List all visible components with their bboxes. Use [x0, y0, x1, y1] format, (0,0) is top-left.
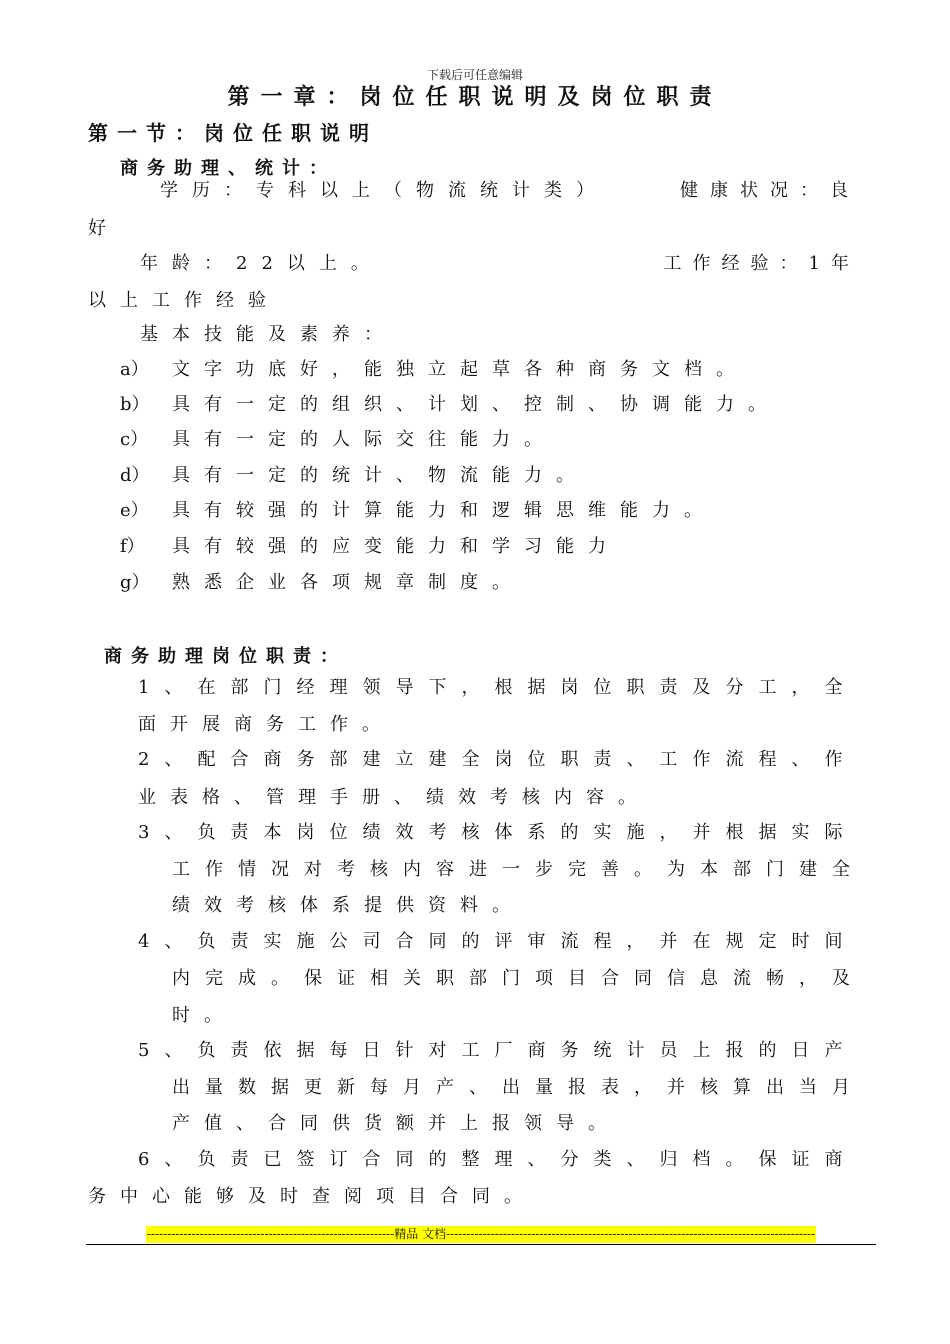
role-heading: 商务助理、统计： — [120, 158, 336, 179]
skill-marker: a） — [120, 359, 149, 380]
experience-label: 工作经验：1年 — [663, 253, 860, 274]
skills-heading: 基本技能及素养： — [140, 324, 396, 345]
duty-5-line-2: 出量数据更新每月产、出量报表，并核算出当月 — [172, 1077, 865, 1098]
health-continuation: 好 — [88, 218, 106, 239]
skill-marker: c） — [120, 429, 149, 450]
education-health-row — [160, 178, 860, 204]
footer-dashes-right: ------------------------------------------------------------------------------------------- — [446, 1227, 816, 1241]
education-label: 学历：专科以上（物流统计类） — [160, 180, 608, 201]
duty-1-line-2: 面开展商务工作。 — [138, 714, 394, 735]
duty-2-line-2: 业表格、管理手册、绩效考核内容。 — [138, 787, 650, 808]
footer-text: 精品 文档 — [394, 1227, 447, 1241]
age-label: 年龄：22以上。 — [140, 253, 383, 274]
skill-marker: b） — [120, 394, 150, 415]
duties-heading: 商务助理岗位职责： — [104, 646, 347, 667]
footer-rule — [86, 1244, 876, 1245]
skill-text: 具有一定的统计、物流能力。 — [172, 465, 588, 486]
duty-3-line-1: 3、负责本岗位绩效考核体系的实施，并根据实际 — [138, 822, 858, 843]
skill-item — [120, 392, 780, 418]
duty-5-line-1: 5、负责依据每日针对工厂商务统计员上报的日产 — [138, 1040, 858, 1061]
duty-4-line-3: 时。 — [172, 1005, 236, 1026]
duty-4-line-2: 内完成。保证相关职部门项目合同信息流畅，及 — [172, 968, 865, 989]
footer-dashes-left: ------------------------------------------------------------- — [146, 1227, 395, 1241]
skill-text: 文字功底好，能独立起草各种商务文档。 — [172, 359, 748, 380]
duty-2-line-1: 2、配合商务部建立建全岗位职责、工作流程、作 — [138, 749, 858, 770]
skill-marker: f） — [120, 536, 145, 557]
skill-text: 具有较强的应变能力和学习能力 — [172, 536, 620, 557]
skill-item — [120, 427, 556, 453]
skill-item — [120, 570, 524, 596]
skill-item — [120, 357, 748, 383]
duty-6-line-2: 务中心能够及时查阅项目合同。 — [88, 1186, 536, 1207]
duty-3-line-3: 绩效考核体系提供资料。 — [172, 895, 524, 916]
skill-marker: g） — [120, 572, 150, 593]
chapter-title: 第一章：岗位任职说明及岗位职责 — [227, 84, 723, 110]
skill-item — [120, 534, 620, 560]
skill-marker: d） — [120, 465, 150, 486]
duty-5-line-3: 产值、合同供货额并上报领导。 — [172, 1113, 620, 1134]
download-notice: 下载后可任意编辑 — [426, 68, 523, 82]
skill-item — [120, 463, 588, 489]
experience-continuation: 以上工作经验 — [88, 290, 280, 311]
duty-3-line-2: 工作情况对考核内容进一步完善。为本部门建全 — [172, 859, 865, 880]
skill-text: 具有一定的组织、计划、控制、协调能力。 — [172, 394, 780, 415]
duty-6-line-1: 6、负责已签订合同的整理、分类、归档。保证商 — [138, 1149, 858, 1170]
age-experience-row — [140, 251, 860, 277]
duty-1-line-1: 1、在部门经理领导下，根据岗位职责及分工，全 — [138, 677, 858, 698]
skill-marker: e） — [120, 500, 149, 521]
skill-item — [120, 498, 716, 524]
skill-text: 熟悉企业各项规章制度。 — [172, 572, 524, 593]
skill-text: 具有较强的计算能力和逻辑思维能力。 — [172, 500, 716, 521]
skill-text: 具有一定的人际交往能力。 — [172, 429, 556, 450]
duty-4-line-1: 4、负责实施公司合同的评审流程，并在规定时间 — [138, 931, 858, 952]
health-label: 健康状况：良 — [680, 180, 860, 201]
section-title: 第一节：岗位任职说明 — [88, 121, 378, 145]
footer-label — [146, 1226, 816, 1243]
